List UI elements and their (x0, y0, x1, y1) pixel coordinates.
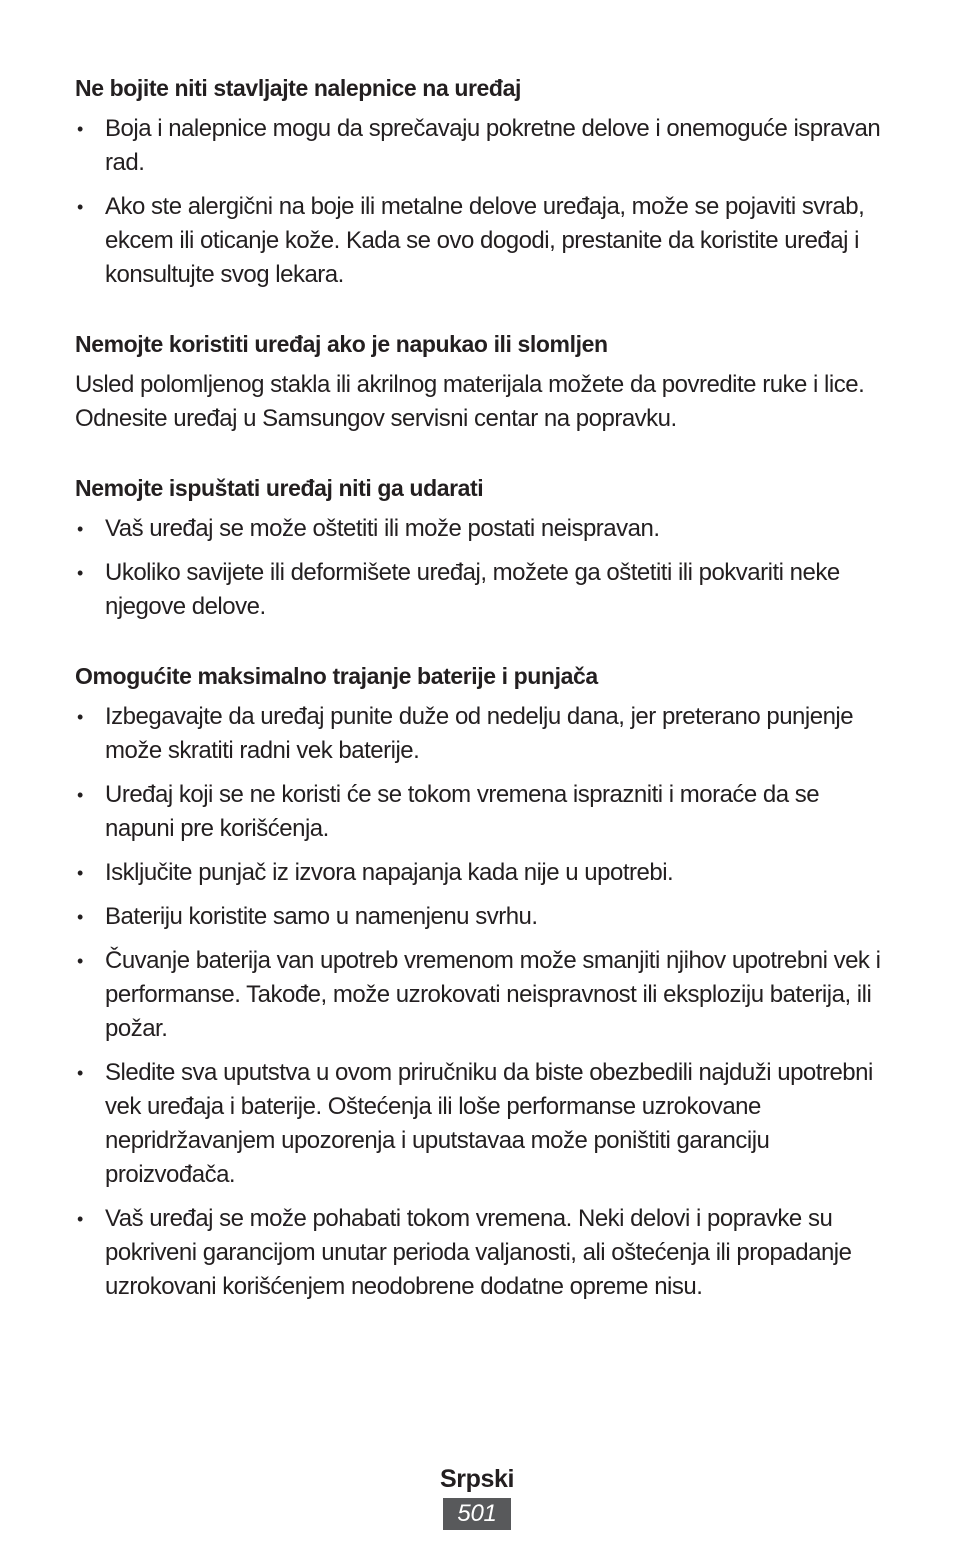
list-item: • Uređaj koji se ne koristi će se tokom vremena isprazniti i moraće da se napuni pre korišćenja. (75, 778, 885, 846)
section-heading: Ne bojite niti stavljajte nalepnice na uređaj (75, 75, 521, 101)
list-item: • Boja i nalepnice mogu da sprečavaju pokretne delove i onemoguće ispravan rad. (75, 112, 885, 180)
list-item: • Sledite sva uputstva u ovom priručniku da biste obezbedili najduži upotrebni vek uređaja i baterije. Oštećenja ili loše performanse uzrokovane nepridržavanjem upozorenja i uputstavaa može poništiti garanciju proizvođača. (75, 1056, 885, 1192)
section-heading: Nemojte koristiti uređaj ako je napukao ili slomljen (75, 331, 608, 357)
section-drop-device (75, 472, 885, 624)
page-content (75, 72, 885, 1314)
list-item: • Vaš uređaj se može pohabati tokom vremena. Neki delovi i popravke su pokriveni garancijom unutar perioda valjanosti, ali oštećenja ili propadanje uzrokovani korišćenjem neodobrene dodatne opreme nisu. (75, 1202, 885, 1304)
list-item: • Vaš uređaj se može oštetiti ili može postati neispravan. (75, 512, 885, 546)
section-heading: Omogućite maksimalno trajanje baterije i punjača (75, 663, 598, 689)
list-item: • Isključite punjač iz izvora napajanja kada nije u upotrebi. (75, 856, 885, 890)
list-item: • Bateriju koristite samo u namenjenu svrhu. (75, 900, 885, 934)
bullet-list (75, 512, 885, 624)
list-item: • Ukoliko savijete ili deformišete uređaj, možete ga oštetiti ili pokvariti neke njegove delove. (75, 556, 885, 624)
section-paint-stickers (75, 72, 885, 292)
page-footer (0, 1462, 954, 1530)
list-item: • Čuvanje baterija van upotreb vremenom može smanjiti njihov upotrebni vek i performanse. Takođe, može uzrokovati neispravnost ili eksploziju baterija, ili požar. (75, 944, 885, 1046)
section-heading: Nemojte ispuštati uređaj niti ga udarati (75, 475, 484, 501)
list-item: • Izbegavajte da uređaj punite duže od nedelju dana, jer preterano punjenje može skratiti radni vek baterije. (75, 700, 885, 768)
section-paragraph: Usled polomljenog stakla ili akrilnog materijala možete da povredite ruke i lice. Odnesite uređaj u Samsungov servisni centar na popravku. (75, 371, 865, 432)
section-battery-life (75, 660, 885, 1304)
footer-language: Srpski (439, 1465, 515, 1493)
page-number-badge: 501 (443, 1498, 511, 1530)
bullet-list (75, 112, 885, 292)
list-item: • Ako ste alergični na boje ili metalne delove uređaja, može se pojaviti svrab, ekcem ili oticanje kože. Kada se ovo dogodi, prestanite da koristite uređaj i konsultujte svog lekara. (75, 190, 885, 292)
section-cracked-device (75, 328, 885, 436)
bullet-list (75, 700, 885, 1304)
